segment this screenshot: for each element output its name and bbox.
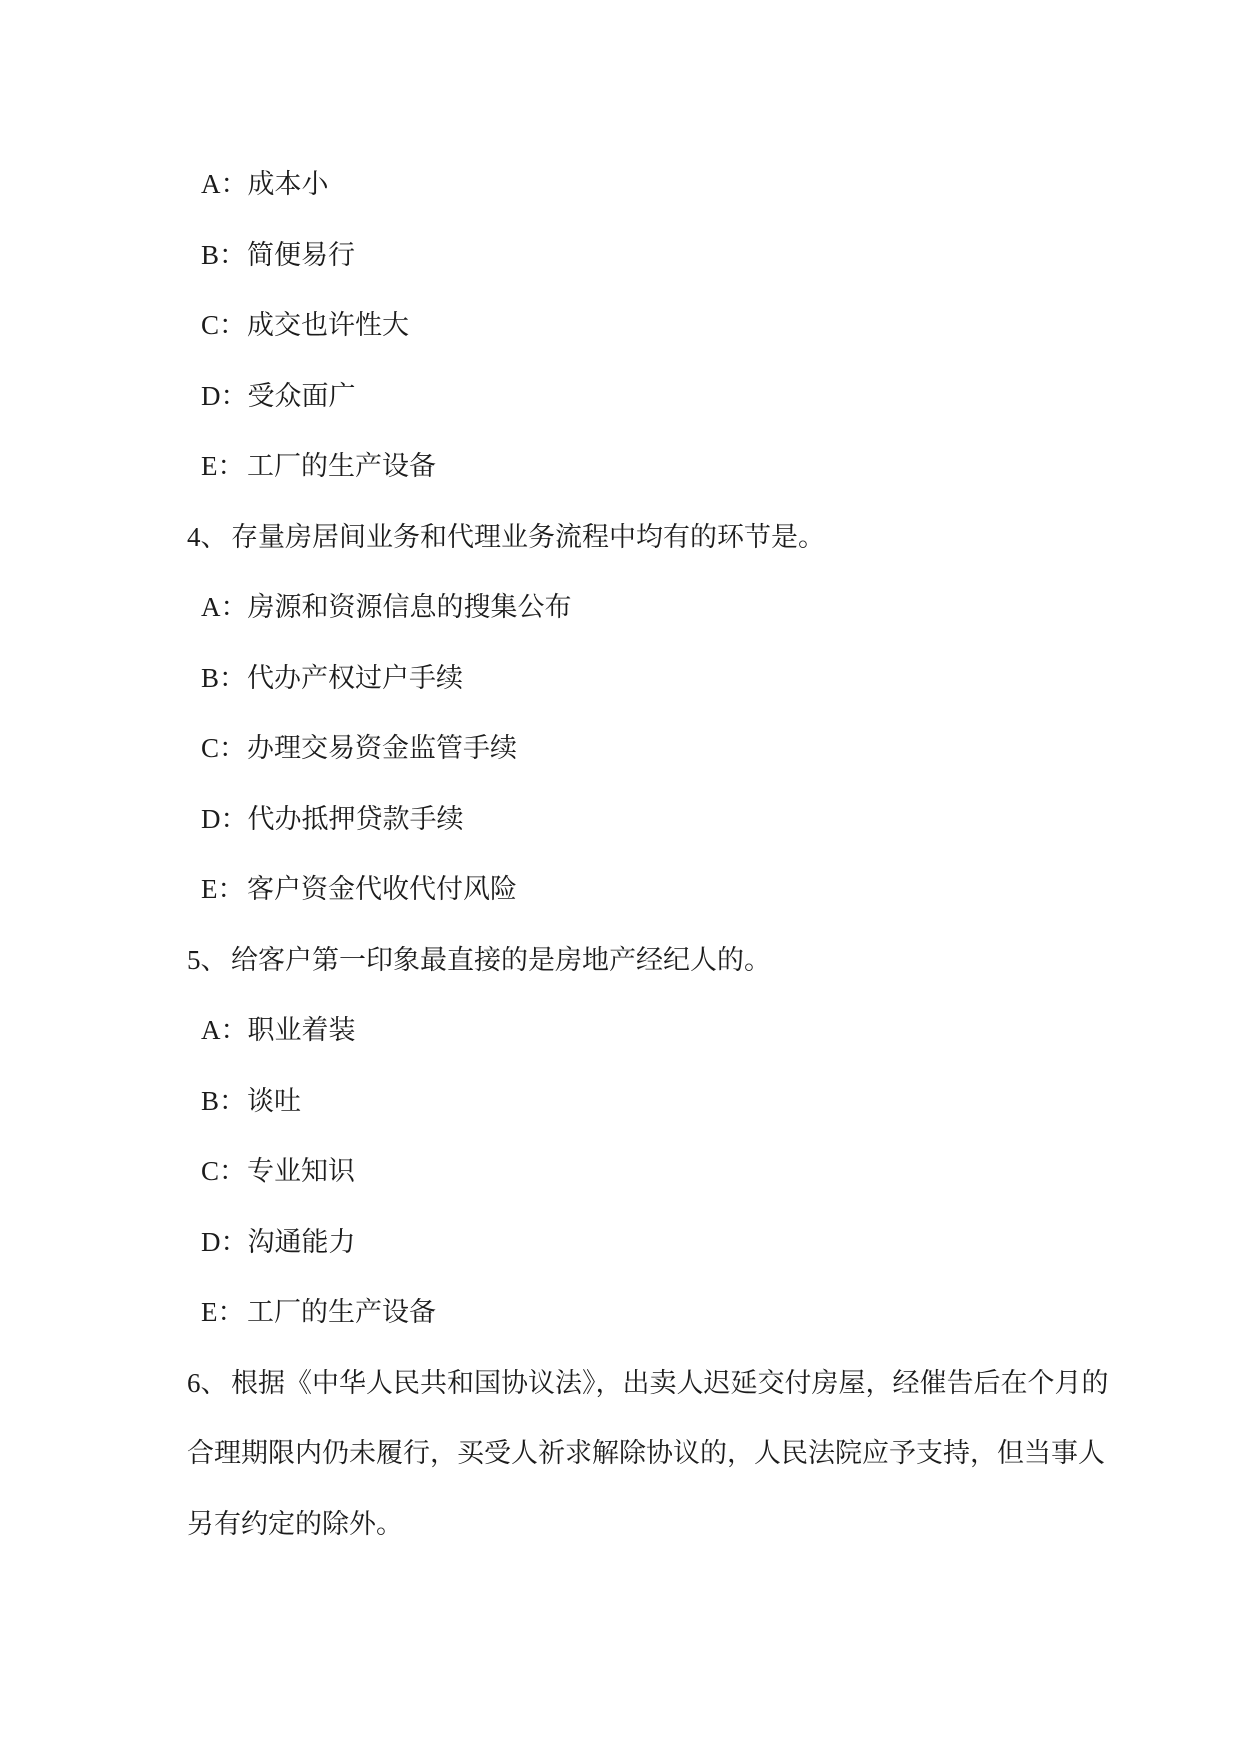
question-continuation-line	[0, 1418, 1240, 1489]
question-stem: 给客户第一印象最直接的是房地产经纪人的。	[231, 944, 771, 975]
question-stem: 另有约定的除外。	[187, 1508, 403, 1539]
option-text: 工厂的生产设备	[247, 451, 436, 481]
option-line	[0, 1277, 1240, 1348]
option-line	[0, 290, 1240, 361]
option-label: C：	[201, 310, 247, 340]
option-label: D：	[201, 380, 248, 411]
question-number: 6、	[187, 1367, 228, 1398]
option-line	[0, 643, 1240, 714]
question-stem: 根据《中华人民共和国协议法》，出卖人迟延交付房屋，经催告后在个月的	[231, 1367, 1109, 1398]
option-text: 办理交易资金监管手续	[247, 733, 517, 763]
option-text: 客户资金代收代付风险	[247, 874, 517, 904]
option-text: 简便易行	[247, 239, 355, 270]
option-label: C：	[201, 1156, 247, 1186]
option-text: 工厂的生产设备	[247, 1297, 436, 1327]
option-label: C：	[201, 733, 247, 763]
option-label: A：	[201, 169, 248, 199]
option-text: 成本小	[247, 169, 329, 199]
option-text: 成交也许性大	[247, 310, 409, 340]
option-label: E：	[201, 451, 245, 481]
option-line	[0, 361, 1240, 432]
option-label: E：	[201, 1297, 245, 1327]
option-line	[0, 149, 1240, 220]
option-line	[0, 995, 1240, 1066]
option-text: 受众面广	[247, 380, 356, 411]
option-line	[0, 431, 1240, 502]
option-label: B：	[201, 239, 247, 270]
option-text: 谈吐	[247, 1085, 301, 1116]
question-number: 4、	[187, 521, 228, 552]
option-line	[0, 784, 1240, 855]
option-label: D：	[201, 803, 248, 834]
option-text: 代办抵押贷款手续	[247, 803, 464, 834]
option-line	[0, 1207, 1240, 1278]
option-line	[0, 572, 1240, 643]
option-label: D：	[201, 1226, 248, 1257]
question-stem: 合理期限内仍未履行，买受人祈求解除协议的，人民法院应予支持，但当事人	[187, 1438, 1105, 1468]
option-text: 房源和资源信息的搜集公布	[247, 592, 572, 622]
question-line	[0, 925, 1240, 996]
option-label: A：	[201, 592, 248, 622]
option-label: A：	[201, 1015, 248, 1045]
option-label: B：	[201, 1085, 247, 1116]
question-line	[0, 502, 1240, 573]
option-line	[0, 713, 1240, 784]
option-label: E：	[201, 874, 245, 904]
option-text: 代办产权过户手续	[247, 662, 463, 693]
option-text: 沟通能力	[247, 1226, 356, 1257]
option-text: 职业着装	[247, 1015, 356, 1045]
option-label: B：	[201, 662, 247, 693]
option-text: 专业知识	[247, 1156, 355, 1186]
option-line	[0, 1066, 1240, 1137]
option-line	[0, 220, 1240, 291]
option-line	[0, 1136, 1240, 1207]
question-continuation-line	[0, 1489, 1240, 1560]
question-number: 5、	[187, 944, 228, 975]
question-line	[0, 1348, 1240, 1419]
question-stem: 存量房居间业务和代理业务流程中均有的环节是。	[231, 521, 825, 552]
option-line	[0, 854, 1240, 925]
